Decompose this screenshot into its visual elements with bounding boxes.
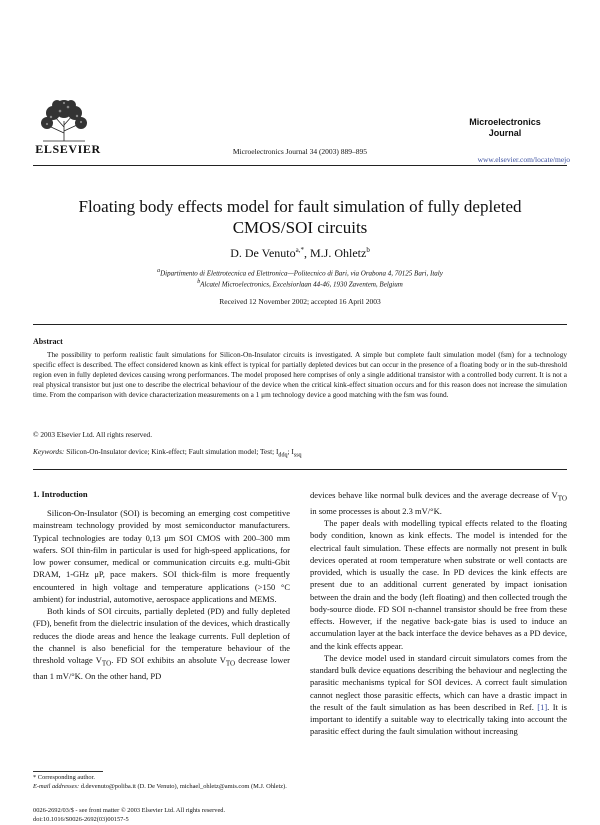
vto-subscript: TO xyxy=(225,659,236,668)
author-2: M.J. Ohletz xyxy=(309,246,367,260)
keyword-separator: ; I xyxy=(287,447,294,456)
article-title xyxy=(50,196,550,238)
intro-p2-text-c: decrease lower than 1 mV/°K. On the other hand, PD xyxy=(33,655,291,681)
footnote-star: * xyxy=(33,774,37,781)
journal-logo-line2: Journal xyxy=(488,128,522,138)
intro-p2-text-b: . FD SOI exhibits an absolute V xyxy=(111,655,226,665)
author-2-affiliation-mark: b xyxy=(366,246,370,254)
abstract-top-rule xyxy=(33,324,567,325)
email-addresses: d.devenuto@poliba.it (D. De Venuto), michael_ohletz@amis.com (M.J. Ohletz). xyxy=(79,782,287,790)
vto-subscript: TO xyxy=(101,659,112,668)
author-1-affiliation-mark: a,* xyxy=(295,246,304,254)
issn-block xyxy=(33,807,333,824)
issn-line: 0026-2692/03/$ - see front matter © 2003 Elsevier Ltd. All rights reserved. xyxy=(33,807,226,814)
footnote-rule xyxy=(33,771,103,772)
title-line-1: Floating body effects model for fault simulation of fully depleted xyxy=(78,197,522,216)
vto-subscript: TO xyxy=(557,494,567,503)
abstract-bottom-rule xyxy=(33,469,567,470)
keyword-subscript-ddq: ddq xyxy=(278,452,288,459)
intro-p2-cont-text-b: in some processes is about 2.3 mV/°K. xyxy=(310,505,442,516)
left-column xyxy=(33,507,290,682)
email-label: E-mail addresses: xyxy=(33,782,80,790)
author-list xyxy=(100,246,500,261)
affiliation-a-text: Dipartimento di Elettrotecnica ed Elettronica—Politecnico di Bari, via Orabona 4, 70125 Bari, Italy xyxy=(160,269,443,278)
affiliation-b-text: Alcatel Microelectronics, Excelsiorlaan 44-46, 1930 Zaventem, Belgium xyxy=(200,280,403,289)
keyword-subscript-ssq: ssq xyxy=(293,452,302,459)
journal-logo-line1: Microelectronics xyxy=(469,117,541,127)
intro-p2-cont-text-a: devices behave like normal bulk devices and the average decrease of V xyxy=(310,490,558,500)
email-line xyxy=(33,783,290,792)
title-line-2: CMOS/SOI circuits xyxy=(232,218,368,237)
journal-url-link[interactable]: www.elsevier.com/locate/mejo xyxy=(477,155,570,164)
intro-p4-text-b: . It is important to identify a suitable way to electrically taking into account the parasitic effect during the fault simulation without increasing xyxy=(310,701,567,737)
section-heading-introduction: 1. Introduction xyxy=(33,489,88,499)
intro-paragraph-2-cont xyxy=(310,489,567,517)
intro-p4-text-a: The device model used in standard circuit simulators comes from the standard bulk device equations describing the behaviour and neglecting the parasitic mechanisms typical for SOI devices. A correct fault simulation cannot neglect those parasitic effects, which can have a drastic impact in the result of the fault simulation as has been described in Ref. xyxy=(310,652,567,712)
keywords-text: Silicon-On-Insulator device; Kink-effect; Fault simulation model; Test; I xyxy=(66,447,279,456)
keywords-line xyxy=(33,447,567,458)
publisher-wordmark: ELSEVIER xyxy=(35,142,101,156)
intro-p2-text-a: Both kinds of SOI circuits, partially depleted (PD) and fully depleted (FD), benefit from the dielectric insulation of the devices, which drastically reduces the diode areas and hence the leakage currents. Full depletion of the channel is also beneficial for the temperature behaviour of the threshold voltage V xyxy=(33,606,290,665)
intro-paragraph-4 xyxy=(310,652,567,738)
doi-line: doi:10.1016/S0026-2692(03)00157-5 xyxy=(33,815,129,823)
affiliation-b-mark: b xyxy=(197,279,201,285)
abstract-text: The possibility to perform realistic fault simulations for Silicon-On-Insulator circuits is investigated. A simple but complete fault simulation model (fsm) for a technology specific effect is described. The effect considered known as kink effect is typical for partially depleted devices but can occur in the presence of a floating body or in the sub-threshold region even in fully depleted devices causing wrong performances. The model proposed here comprises of only a single additional transistor with a controlled body current. It is not a real physical transistor but just one to describe the electrical behaviour of the device when the critical kink-effect situation occurs and for this reason does not increase the simulation time. From the comparison with device characterization measurements on a 1 μm technology device a good matching with the fsm was found. xyxy=(33,350,567,400)
journal-citation: Microelectronics Journal 34 (2003) 889–895 xyxy=(232,147,368,156)
affiliation-b xyxy=(60,279,540,288)
header-rule xyxy=(33,165,567,166)
affiliation-a-mark: a xyxy=(157,268,161,274)
intro-paragraph-2 xyxy=(33,605,290,682)
author-1: D. De Venuto xyxy=(230,246,296,260)
abstract-copyright: © 2003 Elsevier Ltd. All rights reserved. xyxy=(33,430,153,439)
intro-paragraph-1: Silicon-On-Insulator (SOI) is becoming an emerging cost competitive mainstream technology provided by most semiconductor manufacturers. Typical technologies are today 0,13 μm SOI CMOS with 200–300 mm wafers. SOI thin-film in particular is used for high-speed applications, for low power consumer, medical or communication circuits e.g. multi-Gbit DRAM, 1-GHz μP, pace makers. SOI thick-film is more frequently encountered in high voltage and temperature applications (>150 °C ambient) for industrial, automotive, aerospace applications and MEMS. xyxy=(33,508,290,604)
keywords-label: Keywords: xyxy=(33,447,65,456)
corresponding-author-footnote xyxy=(33,774,290,791)
abstract-heading: Abstract xyxy=(33,337,63,346)
received-dates: Received 12 November 2002; accepted 16 April 2003 xyxy=(219,297,381,306)
intro-paragraph-3: The paper deals with modelling typical effects related to the floating body condition, known as kink effects. The model is intended for the electrical fault simulation. These effects are normally not present in bulk devices operated at room temperature when substrate or well contacts are provided, which is usually the case. In PD devices the kink effects are present due to an additional current generated by impact ionisation between the drain and the body (left floating) and then collected trough the body-source diode. FD SOI n-channel transistor should be free from these effects. However, if the negative back-gate bias is used to induce an accumulation layer at the back interface the device behaves as a PD device, and the kink effects appear. xyxy=(310,518,567,651)
corresponding-label: Corresponding author. xyxy=(36,774,95,781)
affiliation-a xyxy=(60,268,540,277)
journal-logo xyxy=(455,117,555,139)
author-separator: , xyxy=(303,246,310,260)
right-column xyxy=(310,489,567,738)
corresponding-author-line xyxy=(33,774,290,783)
reference-link-1[interactable]: [1] xyxy=(537,701,548,712)
